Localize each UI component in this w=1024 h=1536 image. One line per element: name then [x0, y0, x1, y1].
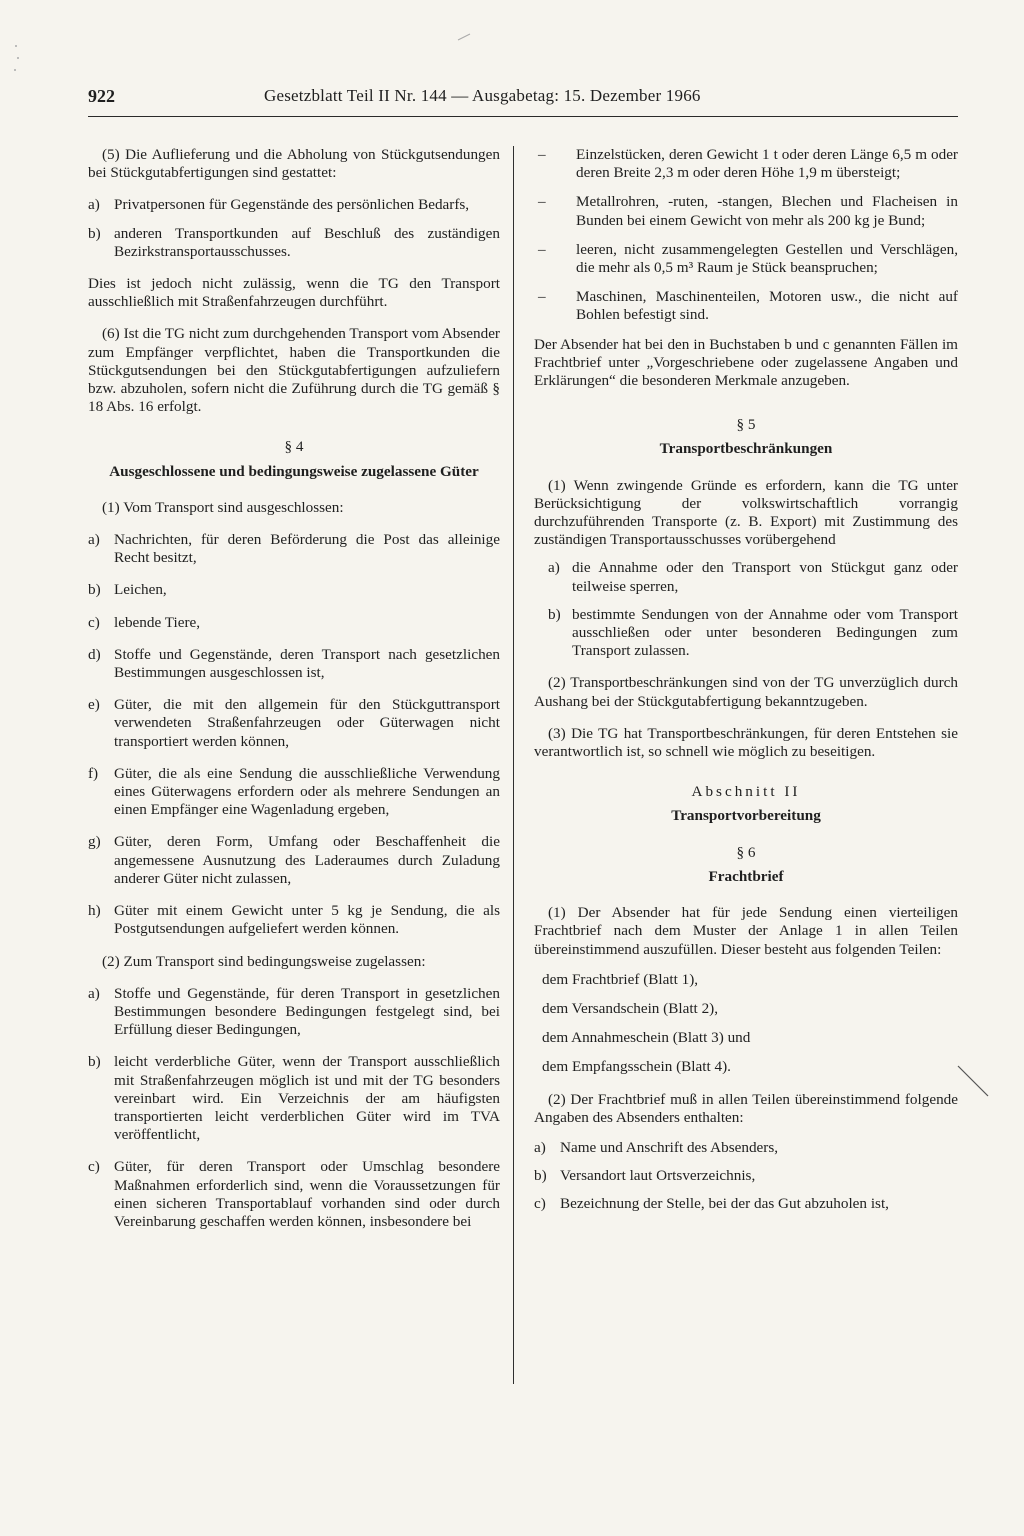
list-marker: b)	[548, 605, 561, 623]
left-column	[88, 146, 500, 1245]
list-text: Nachrichten, für deren Beförderung die Post das alleinige Recht besitzt,	[114, 531, 500, 567]
list-text: Name und Anschrift des Absenders,	[560, 1138, 779, 1156]
dash-text: Metallrohren, -ruten, -stangen, Blechen und Flacheisen in Bunden bei einem Gewicht von mehr als 200 kg je Bund;	[576, 193, 958, 229]
list-marker: a)	[548, 559, 560, 577]
section-4-closing: Der Absender hat bei den in Buchstaben b und c genannten Fällen im Frachtbrief unter „Vorgeschriebene oder zugelassene Angaben und Erklärungen“ die besonderen Merkmale anzugeben.	[534, 335, 958, 390]
section-4-para-2-intro: (2) Zum Transport sind bedingungsweise zugelassen:	[102, 952, 426, 970]
section-6-para-1-intro: (1) Der Absender hat für jede Sendung einen vierteiligen Frachtbrief nach dem Muster der Anlage 1 in allen Teilen übereinstimmend auszufüllen. Dieser besteht aus folgenden Teilen:	[534, 904, 958, 958]
dash-marker: –	[538, 240, 546, 258]
list-item	[88, 646, 500, 682]
section-label: Abschnitt II	[691, 783, 801, 801]
list-marker: a)	[88, 196, 100, 214]
list-marker: h)	[88, 902, 101, 920]
frachtbrief-part: dem Empfangsschein (Blatt 4).	[542, 1058, 731, 1076]
list-item	[534, 1195, 958, 1213]
section-5-para-2: (2) Transportbeschränkungen sind von der TG unverzüglich durch Aushang bei der Stückgutabfertigung bekanntzugeben.	[534, 674, 958, 710]
list-item	[88, 196, 500, 214]
scan-speck-mark	[456, 30, 476, 46]
list-text: die Annahme oder den Transport von Stückgut ganz oder teilweise sperren,	[572, 559, 958, 595]
list-item	[88, 581, 500, 599]
section-6-title: Frachtbrief	[708, 867, 784, 885]
dash-item	[534, 288, 958, 324]
section-6-para-2-intro: (2) Der Frachtbrief muß in allen Teilen übereinstimmend folgende Angaben des Absenders enthalten:	[534, 1090, 958, 1126]
list-item	[88, 833, 500, 888]
list-item	[88, 1158, 500, 1231]
dash-item	[534, 193, 958, 229]
list-marker: e)	[88, 696, 100, 714]
paragraph-5-note: Dies ist jedoch nicht zulässig, wenn die TG den Transport ausschließlich mit Straßenfahrzeugen durchführt.	[88, 275, 500, 311]
list-text: Güter, deren Form, Umfang oder Beschaffenheit die angemessene Ausnutzung des Laderaumes durch Zuladung anderer Güter nicht zulassen,	[114, 833, 500, 887]
list-text: Stoffe und Gegenstände, deren Transport nach gesetzlichen Bestimmungen ausgeschlossen ist,	[114, 645, 500, 682]
dash-marker: –	[538, 146, 546, 163]
list-marker: a)	[534, 1138, 546, 1156]
list-text: Versandort laut Ortsverzeichnis,	[560, 1167, 756, 1185]
section-5-number: § 5	[736, 416, 756, 434]
list-item	[534, 1139, 958, 1157]
dash-text: Maschinen, Maschinenteilen, Motoren usw., die nicht auf Bohlen befestigt sind.	[576, 288, 958, 324]
list-text: Leichen,	[114, 581, 167, 599]
list-text: Güter, die mit den allgemein für den Stückguttransport verwendeten Straßenfahrzeugen oder Güterwagen nicht transportiert werden können,	[114, 696, 500, 750]
list-item	[88, 902, 500, 938]
list-item	[88, 225, 500, 261]
list-marker: f)	[88, 764, 99, 782]
section-4-title: Ausgeschlossene und bedingungsweise zugelassene Güter	[109, 462, 479, 480]
list-item	[534, 606, 958, 661]
list-text: lebende Tiere,	[114, 613, 201, 631]
list-item	[88, 985, 500, 1040]
list-text: Stoffe und Gegenstände, für deren Transport in gesetzlichen Bestimmungen besondere Bedingungen festgelegt sind, bei Erfüllung dieser Bedingungen,	[114, 984, 500, 1039]
running-title: Gesetzblatt Teil II Nr. 144 — Ausgabetag: 15. Dezember 1966	[264, 86, 701, 105]
dash-item	[534, 241, 958, 277]
dash-marker: –	[538, 193, 546, 211]
section-title: Transportvorbereitung	[671, 807, 821, 825]
dash-text: Einzelstücken, deren Gewicht 1 t oder deren Länge 6,5 m oder deren Breite 2,3 m oder deren Höhe 1,9 m übersteigt;	[576, 146, 958, 182]
list-text: Güter mit einem Gewicht unter 5 kg je Sendung, die als Postgutsendungen aufgeliefert werden können.	[114, 902, 500, 938]
list-marker: b)	[534, 1167, 547, 1185]
list-text: bestimmte Sendungen von der Annahme oder vom Transport ausschließen oder unter besonderen Bedingungen zum Transport zulassen.	[572, 605, 958, 660]
page-number: 922	[88, 86, 115, 106]
list-item	[534, 559, 958, 595]
list-item	[88, 696, 500, 751]
section-4-number: § 4	[284, 438, 304, 456]
list-text: Güter, für deren Transport oder Umschlag besondere Maßnahmen erforderlich sind, wenn die Voraussetzungen für einen sicheren Transportablauf vorhanden sind oder durch Vereinbarung geschaffen werden können, insbesondere bei	[114, 1158, 500, 1230]
section-5-para-1-intro: (1) Wenn zwingende Gründe es erfordern, kann die TG unter Berücksichtigung der volkswirtschaftlich vorrangig durchzuführenden Transporte (z. B. Export) mit Zustimmung des zuständigen Transportausschusses vorübergehend	[534, 476, 958, 549]
list-marker: b)	[88, 224, 101, 242]
list-marker: c)	[88, 613, 100, 631]
list-text: Güter, die als eine Sendung die ausschließliche Verwendung eines Güterwagens erfordern oder als mehrere Sendungen an einen Empfänger eine Wagenladung ergeben,	[114, 764, 500, 819]
paragraph-6: (6) Ist die TG nicht zum durchgehenden Transport vom Absender zum Empfänger verpflichtet, haben die Transportkunden die Stückgutsendungen bei den Stückgutabfertigungen aufzuliefern bzw. abzuholen, sofern nicht die Zuführung durch die TG gemäß § 18 Abs. 16 erfolgt.	[88, 325, 500, 416]
list-marker: b)	[88, 1053, 101, 1071]
paragraph-5-intro: (5) Die Auflieferung und die Abholung von Stückgutsendungen bei Stückgutabfertigungen sind gestattet:	[88, 146, 500, 182]
list-text: anderen Transportkunden auf Beschluß des zuständigen Bezirkstransportausschusses.	[114, 224, 500, 260]
list-marker: c)	[534, 1195, 546, 1213]
margin-dots-mark	[10, 40, 24, 80]
list-item	[534, 1167, 958, 1185]
section-4-para-1-intro: (1) Vom Transport sind ausgeschlossen:	[102, 498, 344, 516]
list-marker: g)	[88, 833, 101, 851]
list-marker: d)	[88, 645, 101, 663]
list-item	[88, 614, 500, 632]
list-text: Bezeichnung der Stelle, bei der das Gut abzuholen ist,	[560, 1195, 889, 1213]
section-5-title: Transportbeschränkungen	[659, 440, 833, 458]
list-text: leicht verderbliche Güter, wenn der Transport ausschließlich mit Straßenfahrzeugen möglich ist und mit der TG besonders vereinbart wird. Ein Verzeichnis der am häufigsten transportierten leicht verderblichen Güter wird im TVA veröffentlicht,	[114, 1053, 500, 1144]
list-item	[88, 765, 500, 820]
section-6-number: § 6	[736, 843, 756, 861]
list-item	[88, 1053, 500, 1144]
list-marker: b)	[88, 581, 101, 599]
dash-text: leeren, nicht zusammengelegten Gestellen und Verschlägen, die mehr als 0,5 m³ Raum je Stück beanspruchen;	[576, 240, 958, 277]
list-text: Privatpersonen für Gegenstände des persönlichen Bedarfs,	[114, 196, 470, 214]
frachtbrief-part: dem Versandschein (Blatt 2),	[542, 999, 719, 1017]
frachtbrief-part: dem Frachtbrief (Blatt 1),	[542, 970, 699, 988]
list-marker: a)	[88, 531, 100, 549]
frachtbrief-part: dem Annahmeschein (Blatt 3) und	[542, 1029, 751, 1047]
section-5-para-3: (3) Die TG hat Transportbeschränkungen, für deren Entstehen sie verantwortlich ist, so schnell wie möglich zu beseitigen.	[534, 724, 958, 761]
dash-item	[534, 146, 958, 182]
dash-marker: –	[538, 288, 546, 306]
right-column	[534, 146, 958, 1224]
page-header	[88, 86, 958, 117]
list-marker: c)	[88, 1158, 100, 1176]
pencil-stroke-mark	[954, 1062, 994, 1102]
column-divider	[513, 146, 514, 1384]
list-marker: a)	[88, 984, 100, 1002]
list-item	[88, 531, 500, 567]
